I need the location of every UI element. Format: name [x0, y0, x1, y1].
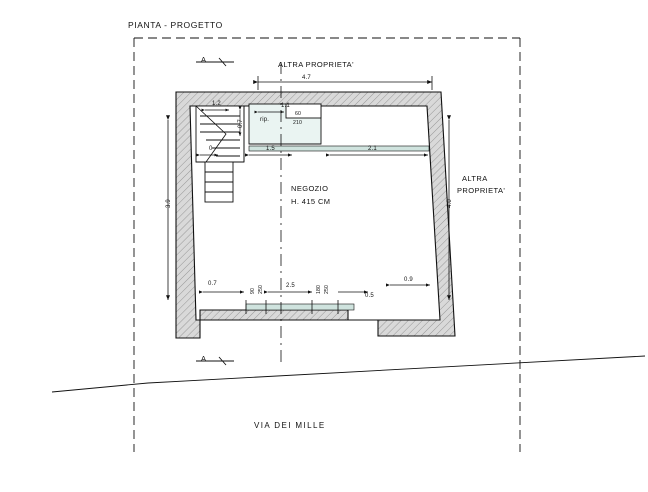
drawing-title: PIANTA - PROGETTO: [128, 20, 223, 30]
street-name: VIA DEI MILLE: [254, 421, 326, 430]
dim-stair-c-text: 0: [209, 146, 213, 152]
section-mark-top: A: [201, 55, 207, 64]
dim-stair-b-text: 0.7: [238, 119, 244, 128]
room-height: H. 415 CM: [291, 197, 331, 206]
label-altra-proprieta-right-1: ALTRA: [462, 174, 488, 183]
dim-interior-a-text: 1.5: [266, 146, 275, 152]
opening-1-height-text: 250: [258, 285, 264, 294]
dim-right-vertical-text: 4.0: [447, 199, 453, 208]
window-top-width-text: 60: [295, 111, 301, 117]
dim-bottom-a-text: 0.7: [208, 281, 217, 287]
dim-bottom-b-text: 2.5: [286, 283, 295, 289]
dim-door-width-text: 1.1: [281, 103, 290, 109]
rip-closet: [249, 104, 321, 144]
street-edge: [52, 356, 645, 392]
opening-2-width-text: 180: [316, 285, 322, 294]
dim-stair-a-text: 1.2: [212, 101, 221, 107]
dim-top-overall-text: 4.7: [302, 75, 311, 81]
dim-top-overall: [258, 76, 432, 90]
interior-partitions: [196, 106, 244, 202]
section-mark-bottom: A: [201, 354, 207, 363]
label-altra-proprieta-right-2: PROPRIETA': [457, 186, 506, 195]
opening-1-width-text: 90: [250, 288, 256, 294]
window-top-height-text: 210: [293, 120, 302, 126]
dim-interior-b-text: 2.1: [368, 146, 377, 152]
rip-label: rip.: [260, 117, 270, 123]
label-altra-proprieta-top: ALTRA PROPRIETA': [278, 60, 354, 69]
dim-left-vertical-text: 3.9: [166, 199, 172, 208]
dim-bottom-c-text: 0.5: [365, 293, 374, 299]
room-name: NEGOZIO: [291, 184, 329, 193]
opening-2-height-text: 250: [324, 285, 330, 294]
dim-bottom-d-text: 0.9: [404, 277, 413, 283]
